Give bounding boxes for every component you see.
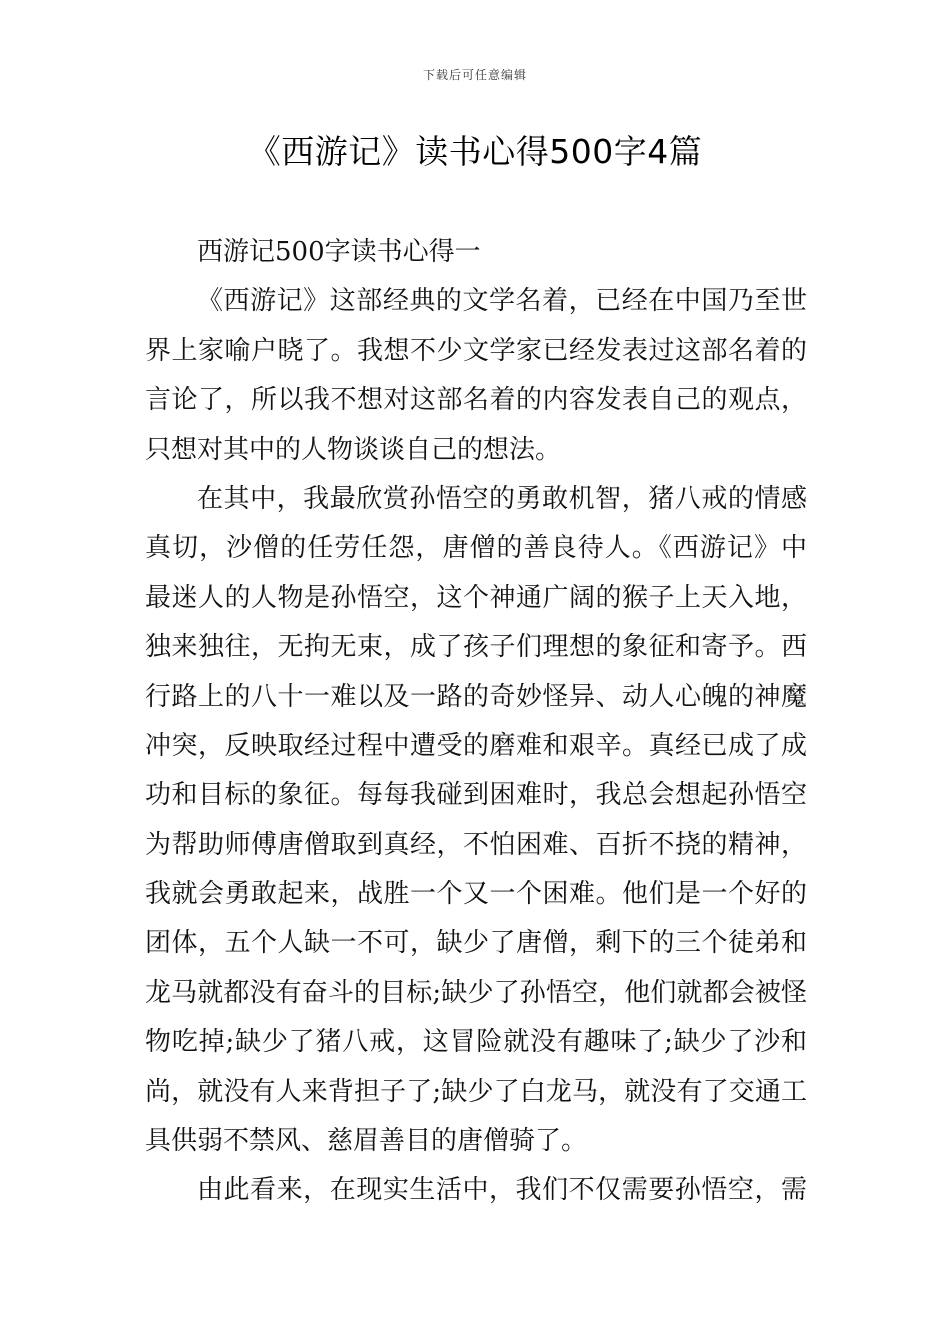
paragraph-line: 冲突，反映取经过程中遭受的磨难和艰辛。真经已成了成: [145, 730, 807, 761]
paragraph-line: 只想对其中的人物谈谈自己的想法。: [145, 434, 562, 465]
paragraph-line: 具供弱不禁风、慈眉善目的唐僧骑了。: [145, 1126, 588, 1157]
paragraph-line: 界上家喻户晓了。我想不少文学家已经发表过这部名着的: [145, 335, 807, 366]
paragraph-line: 言论了，所以我不想对这部名着的内容发表自己的观点，: [145, 385, 807, 416]
paragraph-line: 龙马就都没有奋斗的目标;缺少了孙悟空，他们就都会被怪: [145, 977, 807, 1008]
paragraph-line: 为帮助师傅唐僧取到真经，不怕困难、百折不挠的精神，: [145, 829, 807, 860]
document-title: 《西游记》读书心得500字4篇: [247, 132, 703, 171]
paragraph-line: 由此看来，在现实生活中，我们不仅需要孙悟空，需: [197, 1175, 807, 1206]
paragraph-line: 独来独往，无拘无束，成了孩子们理想的象征和寄予。西: [145, 632, 807, 663]
paragraph-line: 尚，就没有人来背担子了;缺少了白龙马，就没有了交通工: [145, 1076, 807, 1107]
paragraph-line: 物吃掉;缺少了猪八戒，这冒险就没有趣味了;缺少了沙和: [145, 1027, 807, 1058]
paragraph-line: 行路上的八十一难以及一路的奇妙怪异、动人心魄的神魔: [145, 681, 807, 712]
paragraph-line: 在其中，我最欣赏孙悟空的勇敢机智，猪八戒的情感: [197, 483, 807, 514]
paragraph-line: 团体，五个人缺一不可，缺少了唐僧，剩下的三个徒弟和: [145, 928, 807, 959]
paragraph-line: 《西游记》这部经典的文学名着，已经在中国乃至世: [197, 286, 807, 317]
document-body: [145, 228, 807, 1216]
header-note: 下载后可任意编辑: [422, 68, 527, 82]
paragraph-line: 真切，沙僧的任劳任怨，唐僧的善良待人。《西游记》中: [145, 533, 807, 564]
paragraph-line: 功和目标的象征。每每我碰到困难时，我总会想起孙悟空: [145, 780, 807, 811]
paragraph-line: 我就会勇敢起来，战胜一个又一个困难。他们是一个好的: [145, 879, 807, 910]
paragraph-line: 最迷人的人物是孙悟空，这个神通广阔的猴子上天入地，: [145, 582, 807, 613]
section-subheading: 西游记500字读书心得一: [197, 237, 481, 267]
